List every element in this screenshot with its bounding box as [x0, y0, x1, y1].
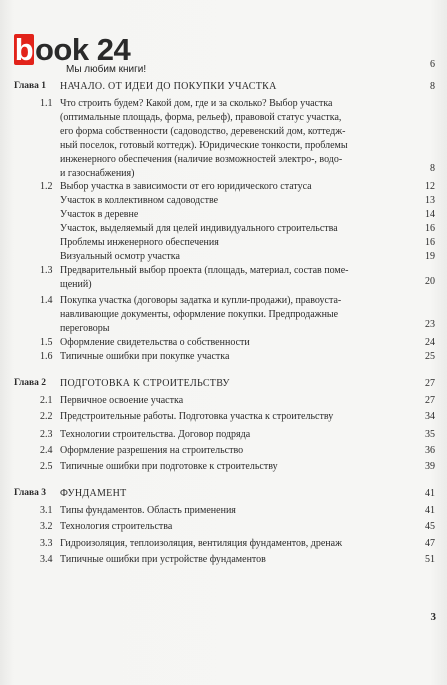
entry-text: Технология строительства — [60, 521, 173, 532]
entry-number: 1.6 — [40, 351, 53, 362]
entry-text-line: (оптимальные площадь, форма, рельеф), правовой статус участка, — [60, 112, 342, 123]
chapter-label: Глава 3 — [14, 488, 47, 498]
entry-page: 25 — [425, 351, 435, 362]
entry-text: Оформление свидетельства о собственности — [60, 337, 250, 348]
entry-text-line: ный поселок, готовый коттедж). Юридические тонкости, проблемы — [60, 140, 348, 151]
entry-page: 41 — [425, 505, 435, 516]
chapter-title: НАЧАЛО. ОТ ИДЕИ ДО ПОКУПКИ УЧАСТКА — [60, 81, 277, 92]
entry-text-line: Покупка участка (договоры задатка и купли-продажи), правоуста- — [60, 295, 342, 306]
entry-text: Типы фундаментов. Область применения — [60, 505, 236, 516]
logo-tagline: Мы любим книги! — [66, 64, 147, 75]
page-number: 3 — [430, 611, 436, 623]
entry-text-line: и газоснабжения) — [60, 168, 135, 179]
entry-number: 2.5 — [40, 461, 53, 472]
entry-number: 3.3 — [40, 538, 53, 549]
entry-page: 14 — [425, 209, 435, 220]
entry-page: 8 — [430, 163, 435, 174]
entry-text-line: инженерного обеспечения (наличие возможностей электро-, водо- — [60, 154, 343, 165]
entry-number: 3.4 — [40, 554, 53, 565]
entry-number: 1.1 — [40, 98, 53, 109]
chapter-2-page: 27 — [425, 378, 435, 389]
entry-text-line: навливающие документы, оформление покупки. Предпродажные — [60, 309, 339, 320]
entry-number: 3.1 — [40, 505, 53, 516]
logo-text: ook 24 — [35, 32, 131, 67]
entry-page: 51 — [425, 554, 435, 565]
entry-page: 24 — [425, 337, 435, 348]
entry-number: 3.2 — [40, 521, 53, 532]
entry-number: 1.5 — [40, 337, 53, 348]
chapter-label: Глава 1 — [14, 81, 47, 91]
chapter-title: ПОДГОТОВКА К СТРОИТЕЛЬСТВУ — [60, 378, 230, 389]
chapter-title: ФУНДАМЕНТ — [60, 488, 127, 499]
subentry-text: Участок в коллективном садоводстве — [60, 195, 219, 206]
entry-page: 19 — [425, 251, 435, 262]
entry-number: 2.3 — [40, 429, 53, 440]
entry-page: 36 — [425, 445, 435, 456]
entry-text: Предстроительные работы. Подготовка участка к строительству — [60, 411, 334, 422]
entry-text-line: его форма собственности (садоводство, деревенский дом, коттедж- — [60, 126, 346, 137]
chapter-1-page: 8 — [430, 81, 435, 92]
entry-text: Оформление разрешения на строительство — [60, 445, 244, 456]
chapter-label: Глава 2 — [14, 378, 47, 388]
entry-page: 27 — [425, 395, 435, 406]
entry-text: Типичные ошибки при подготовке к строительству — [60, 461, 278, 472]
chapter-3-page: 41 — [425, 488, 435, 499]
entry-page: 34 — [425, 411, 435, 422]
top-page-number: 6 — [430, 59, 435, 70]
entry-number: 1.3 — [40, 265, 53, 276]
entry-page: 20 — [425, 276, 435, 287]
logo-b-mark: b — [14, 32, 34, 67]
entry-page: 13 — [425, 195, 435, 206]
entry-page: 35 — [425, 429, 435, 440]
entry-text-line: переговоры — [60, 323, 110, 334]
entry-text: Типичные ошибки при устройстве фундаментов — [60, 554, 266, 565]
entry-text-line: Что строить будем? Какой дом, где и за сколько? Выбор участка — [60, 98, 333, 109]
entry-number: 1.4 — [40, 295, 53, 306]
subentry-text: Участок в деревне — [60, 209, 139, 220]
entry-page: 23 — [425, 319, 435, 330]
entry-number: 2.2 — [40, 411, 53, 422]
entry-number: 2.1 — [40, 395, 53, 406]
entry-text: Типичные ошибки при покупке участка — [60, 351, 230, 362]
entry-page: 16 — [425, 223, 435, 234]
entry-text: Технологии строительства. Договор подряда — [60, 429, 251, 440]
entry-number: 2.4 — [40, 445, 53, 456]
entry-text: Выбор участка в зависимости от его юридического статуса — [60, 181, 312, 192]
entry-page: 47 — [425, 538, 435, 549]
entry-page: 39 — [425, 461, 435, 472]
entry-number: 1.2 — [40, 181, 53, 192]
subentry-text: Визуальный осмотр участка — [60, 251, 180, 262]
entry-page: 16 — [425, 237, 435, 248]
entry-text: Гидроизоляция, теплоизоляция, вентиляция фундаментов, дренаж — [60, 538, 342, 549]
entry-text-line: Предварительный выбор проекта (площадь, материал, состав поме- — [60, 265, 349, 276]
subentry-text: Участок, выделяемый для целей индивидуального строительства — [60, 223, 338, 234]
subentry-text: Проблемы инженерного обеспечения — [60, 237, 219, 248]
entry-page: 45 — [425, 521, 435, 532]
entry-text-line: щений) — [60, 279, 92, 290]
entry-text: Первичное освоение участка — [60, 395, 184, 406]
entry-page: 12 — [425, 181, 435, 192]
